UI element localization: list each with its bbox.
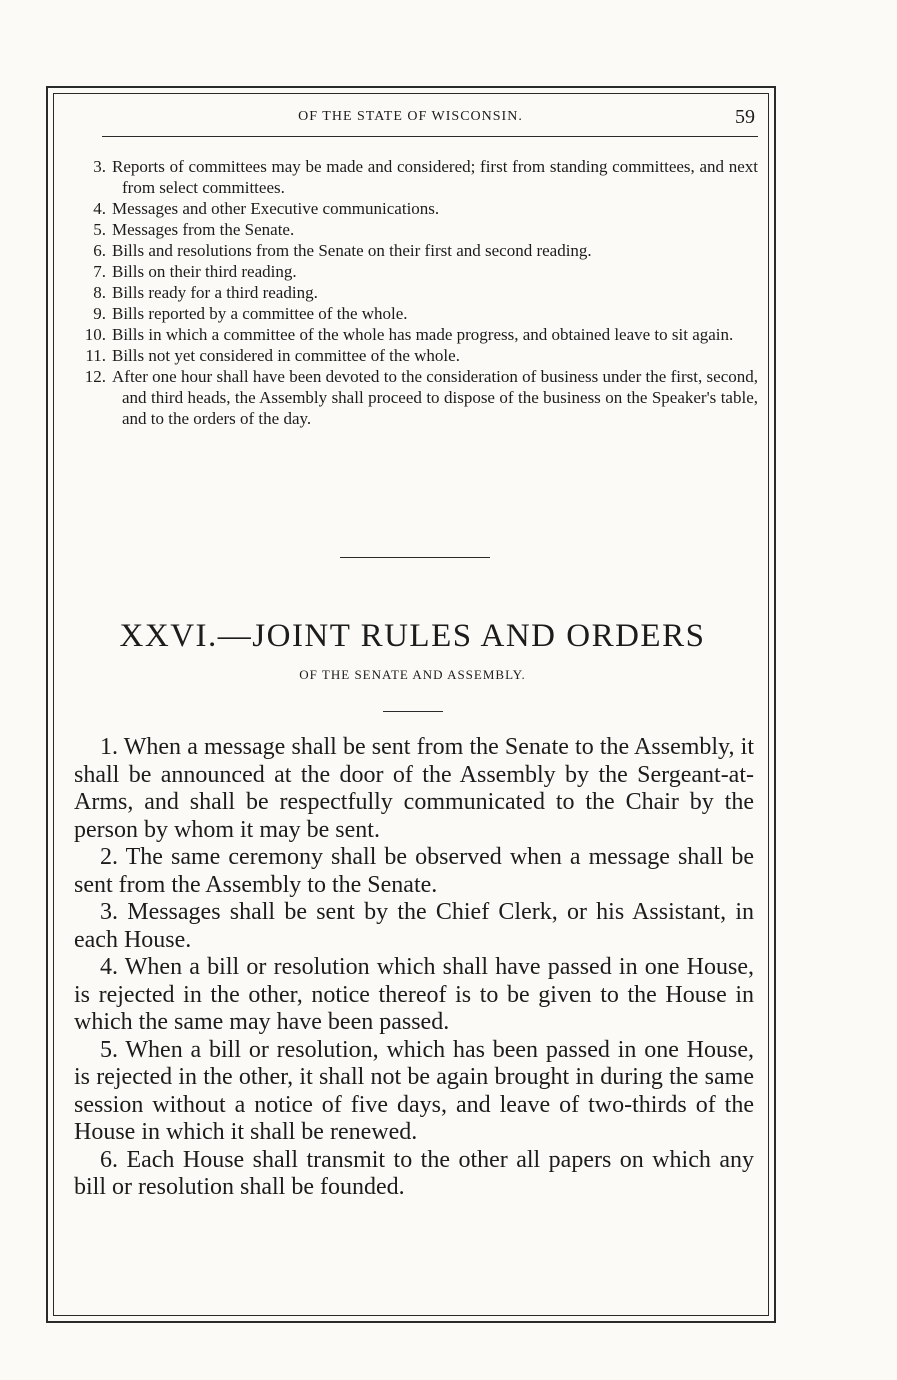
item-number: 10. xyxy=(84,325,106,344)
rule-paragraph: 4. When a bill or resolution which shall have passed in one House, is rejected in the other, notice thereof is to be given to the House in which the same may have been passed. xyxy=(74,954,754,1035)
item-text: Bills not yet considered in committee of the whole. xyxy=(112,346,460,365)
section-divider xyxy=(340,557,490,558)
item-number: 3. xyxy=(93,157,106,176)
list-item xyxy=(70,156,758,198)
rule-paragraph: 2. The same ceremony shall be observed when a message shall be sent from the Assembly to the Senate. xyxy=(74,844,754,898)
item-text: Bills on their third reading. xyxy=(112,262,297,281)
item-text: Messages from the Senate. xyxy=(112,220,295,239)
page-number: 59 xyxy=(735,106,755,128)
rule-paragraph: 1. When a message shall be sent from the Senate to the Assembly, it shall be announced at the door of the Assembly by the Sergeant-at-Arms, and shall be respectfully communicated to the Chair by the person by whom it may be sent. xyxy=(74,734,754,843)
item-number: 8. xyxy=(93,283,106,302)
list-item xyxy=(70,345,758,366)
orders-of-business-list xyxy=(70,156,758,429)
page-header xyxy=(58,106,763,130)
item-text: Reports of committees may be made and considered; first from standing committees, and next from select committees. xyxy=(112,157,758,197)
item-text: Messages and other Executive communications. xyxy=(112,199,440,218)
list-item xyxy=(70,324,758,345)
list-item xyxy=(70,282,758,303)
list-item xyxy=(70,198,758,219)
rule-paragraph: 5. When a bill or resolution, which has been passed in one House, is rejected in the other, it shall not be again brought in during the same session without a notice of five days, and leave of two-thirds of the House in which it shall be renewed. xyxy=(74,1036,754,1145)
section-subtitle: OF THE SENATE AND ASSEMBLY. xyxy=(299,667,526,682)
item-text: Bills ready for a third reading. xyxy=(112,283,318,302)
item-number: 7. xyxy=(93,262,106,281)
subtitle-divider xyxy=(383,711,443,712)
item-number: 9. xyxy=(93,304,106,323)
list-item xyxy=(70,366,758,429)
item-text: Bills and resolutions from the Senate on their first and second reading. xyxy=(112,241,592,260)
rule-paragraph: 3. Messages shall be sent by the Chief Clerk, or his Assistant, in each House. xyxy=(74,899,754,953)
list-item xyxy=(70,261,758,282)
rule-paragraph: 6. Each House shall transmit to the other all papers on which any bill or resolution shall be founded. xyxy=(74,1146,754,1200)
item-number: 5. xyxy=(93,220,106,239)
item-text: After one hour shall have been devoted to the consideration of business under the first, second, and third heads, the Assembly shall proceed to dispose of the business on the Speaker's table, and to the orders of the day. xyxy=(112,367,758,428)
item-number: 4. xyxy=(93,199,106,218)
list-item xyxy=(70,219,758,240)
item-number: 12. xyxy=(84,367,106,386)
list-item xyxy=(70,240,758,261)
joint-rules-body xyxy=(74,734,754,1202)
list-item xyxy=(70,303,758,324)
section-title: XXVI.—JOINT RULES AND ORDERS xyxy=(119,618,706,654)
item-number: 6. xyxy=(93,241,106,260)
item-text: Bills in which a committee of the whole has made progress, and obtained leave to sit again. xyxy=(112,325,734,344)
item-text: Bills reported by a committee of the whole. xyxy=(112,304,408,323)
header-rule xyxy=(102,136,758,137)
item-number: 11. xyxy=(85,346,106,365)
running-title: OF THE STATE OF WISCONSIN. xyxy=(298,109,523,124)
